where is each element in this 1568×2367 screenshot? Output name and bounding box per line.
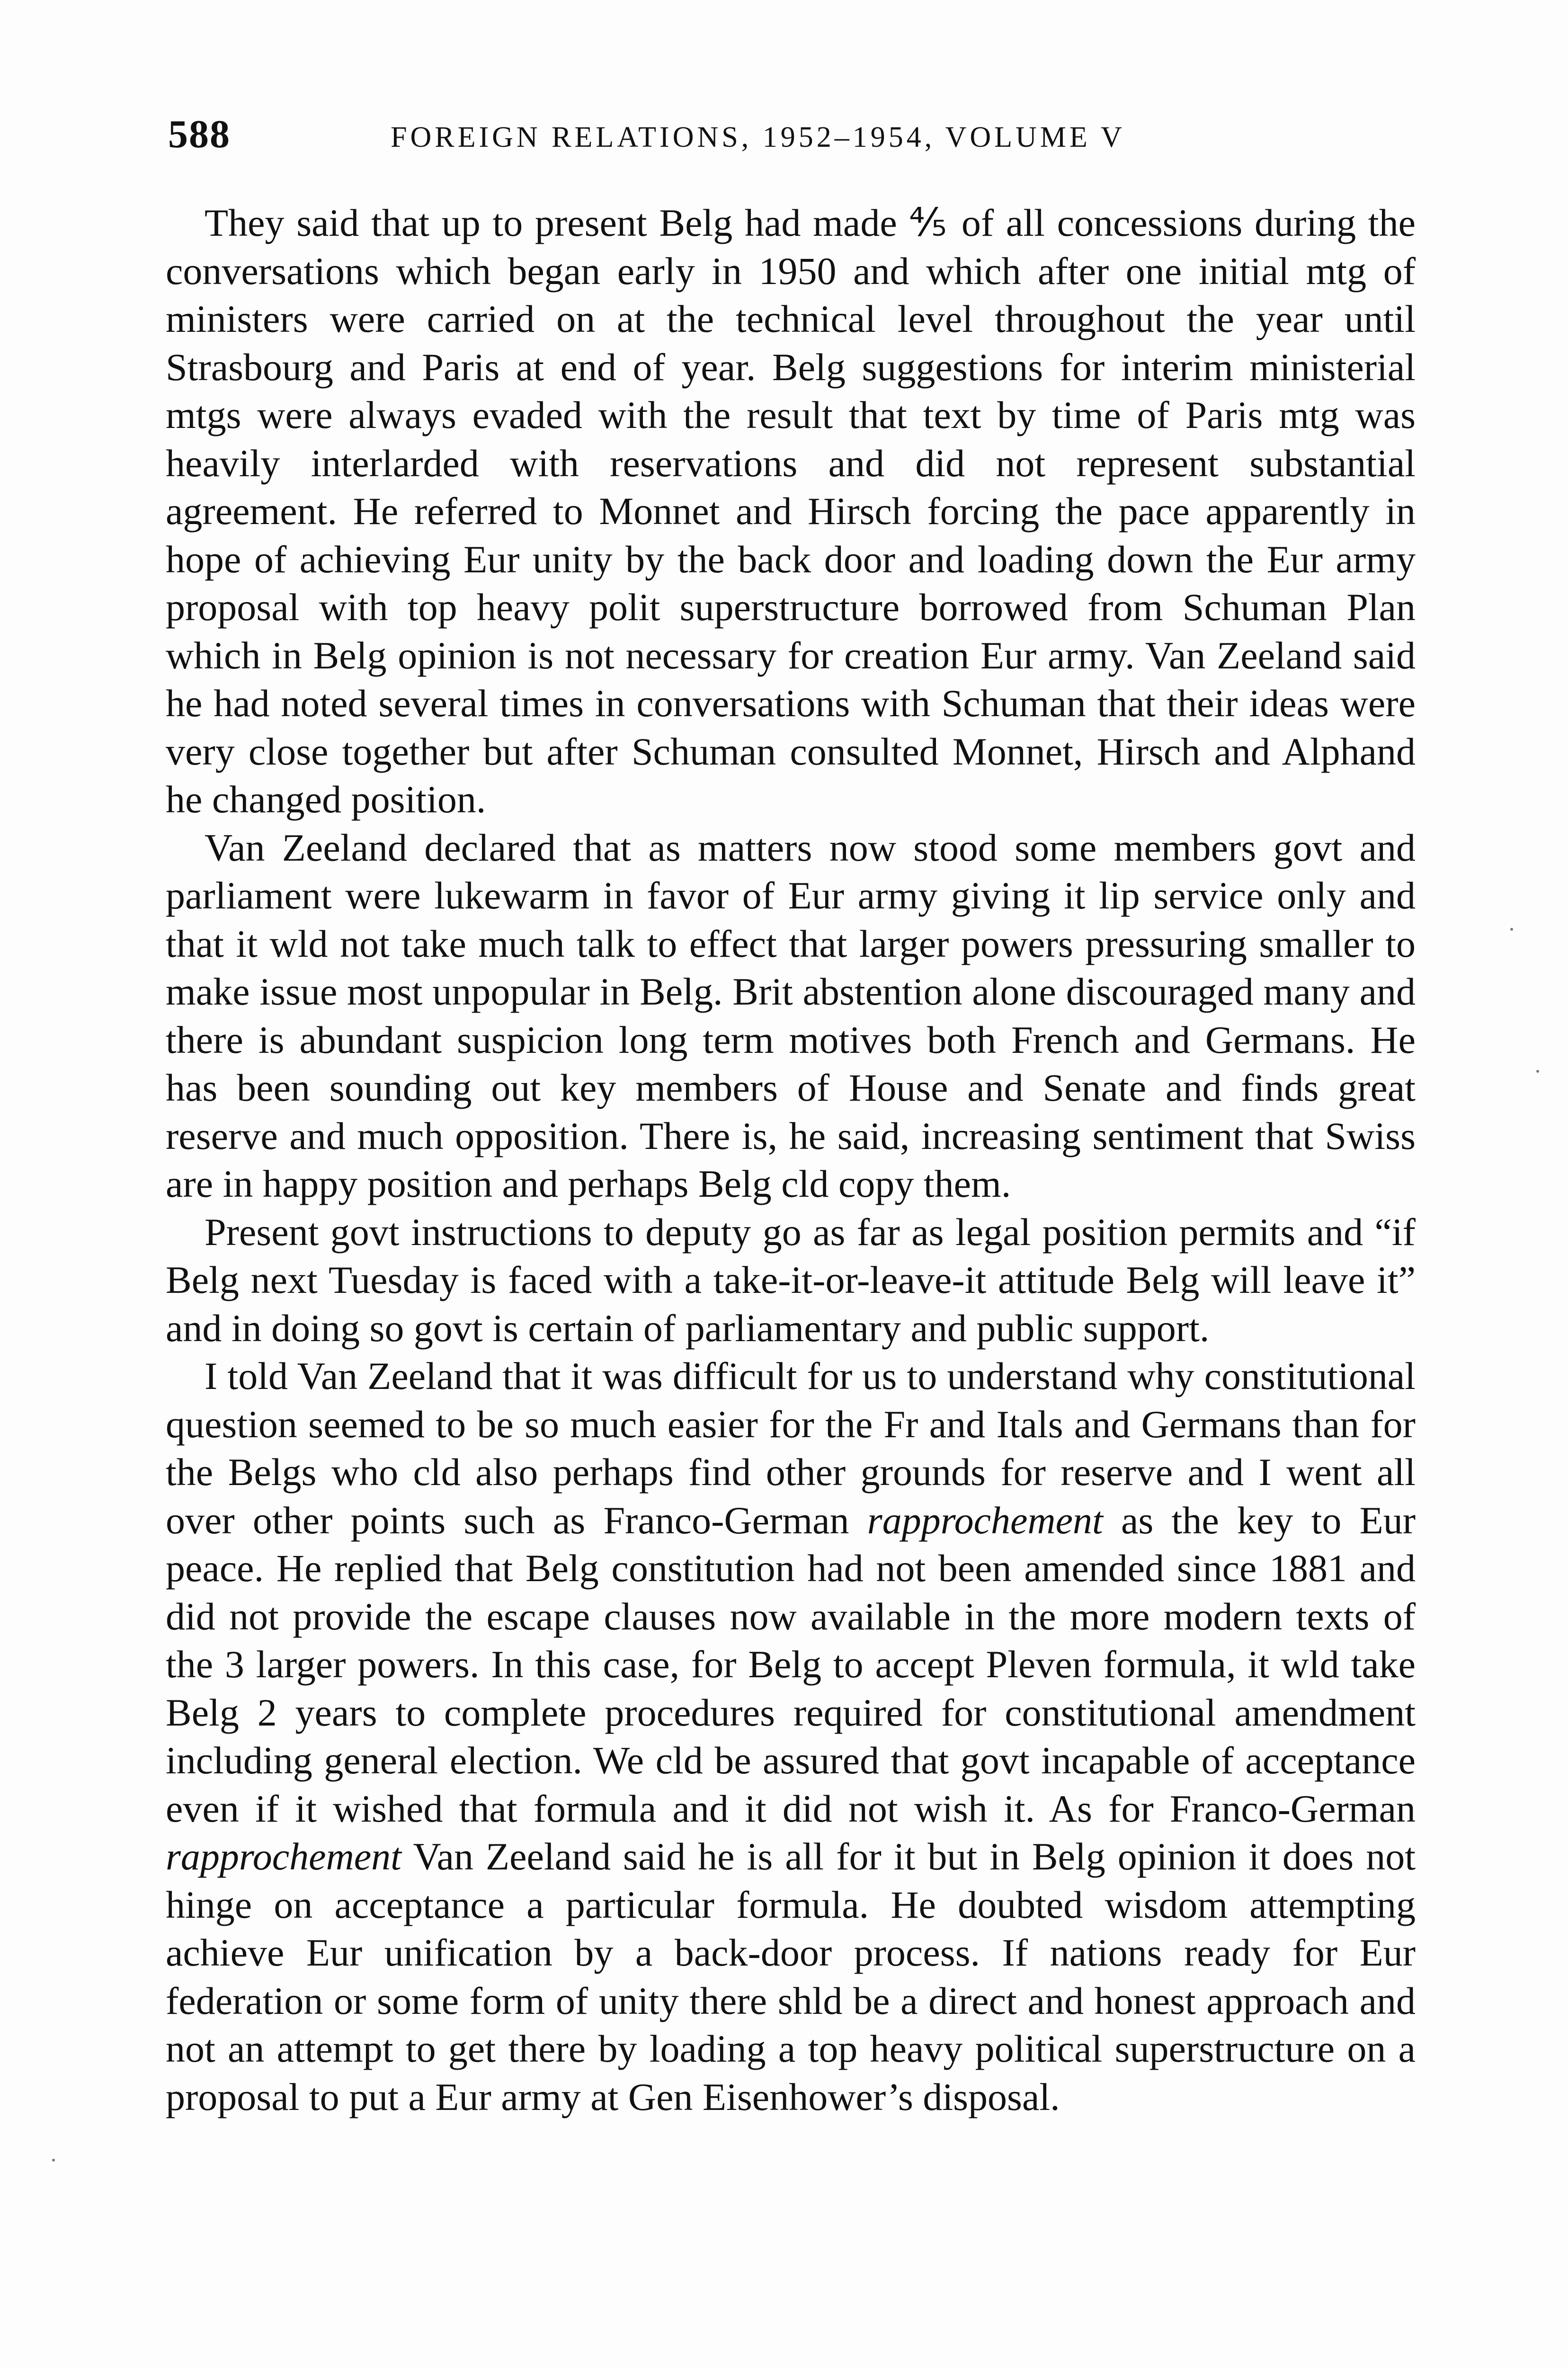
scan-speck — [1510, 928, 1513, 931]
page-header — [168, 111, 1423, 168]
text-run: Van Zeeland said he is all for it but in Belg opinion it does not hinge on acceptance a particular formula. He doubted wisdom attempting achieve Eur unification by a back-door process. If nations ready for Eur federation or some form of unity there shld be a direct and honest approach and not an attempt to get there by loading a top heavy political superstructure on a proposal to put a Eur army at Gen Eisenhower’s disposal. — [166, 1835, 1416, 2118]
running-title: FOREIGN RELATIONS, 1952–1954, VOLUME V — [391, 121, 1125, 153]
scan-speck — [52, 2159, 55, 2162]
italic-term: rapprochement — [166, 1835, 401, 1878]
body-text — [166, 199, 1416, 2121]
text-run: Present govt instructions to deputy go as far as legal position permits and “if Belg next Tuesday is faced with a take-it-or-leave-it attitude Belg will leave it” and in doing so govt is certain of parliamentary and public support. — [166, 1210, 1416, 1350]
italic-term: rapprochement — [867, 1498, 1103, 1542]
text-run: I told Van Zeeland that it was difficult for us to understand why constitutional question seemed to be so much easier for the Fr and Itals and Germans than for the Belgs who cld also perhaps find other grounds for reserve and I went all over other points such as Franco-German — [166, 1354, 1416, 1542]
text-run: as the key to Eur peace. He replied that Belg constitution had not been amended since 1881 and did not provide the escape clauses now available in the more modern texts of the 3 larger powers. In this case, for Belg to accept Pleven formula, it wld take Belg 2 years to complete procedures required for constitutional amendment including general election. We cld be assured that govt incapable of acceptance even if it wished that formula and it did not wish it. As for Franco-German — [166, 1498, 1416, 1830]
scan-speck — [1536, 1070, 1539, 1073]
paragraph — [166, 824, 1416, 1208]
text-run: Van Zeeland declared that as matters now stood some members govt and parliament were lukewarm in favor of Eur army giving it lip service only and that it wld not take much talk to effect that larger powers pressuring smaller to make issue most unpopular in Belg. Brit abstention alone discouraged many and there is abundant suspicion long term motives both French and Germans. He has been sounding out key members of House and Senate and finds great reserve and much opposition. There is, he said, increasing sentiment that Swiss are in happy position and perhaps Belg cld copy them. — [166, 826, 1416, 1205]
text-run: They said that up to present Belg had made ⅘ of all concessions during the conversations which began early in 1950 and which after one initial mtg of ministers were carried on at the technical level throughout the year until Strasbourg and Paris at end of year. Belg suggestions for interim ministerial mtgs were always evaded with the result that text by time of Paris mtg was heavily interlarded with reservations and did not represent substantial agreement. He referred to Monnet and Hirsch forcing the pace apparently in hope of achieving Eur unity by the back door and loading down the Eur army proposal with top heavy polit superstructure borrowed from Schuman Plan which in Belg opinion is not necessary for creation Eur army. Van Zeeland said he had noted several times in conversations with Schuman that their ideas were very close together but after Schuman consulted Monnet, Hirsch and Alphand he changed position. — [166, 201, 1416, 821]
page-number: 588 — [168, 112, 231, 156]
paragraph — [166, 1352, 1416, 2121]
paragraph — [166, 1208, 1416, 1353]
paragraph — [166, 199, 1416, 824]
